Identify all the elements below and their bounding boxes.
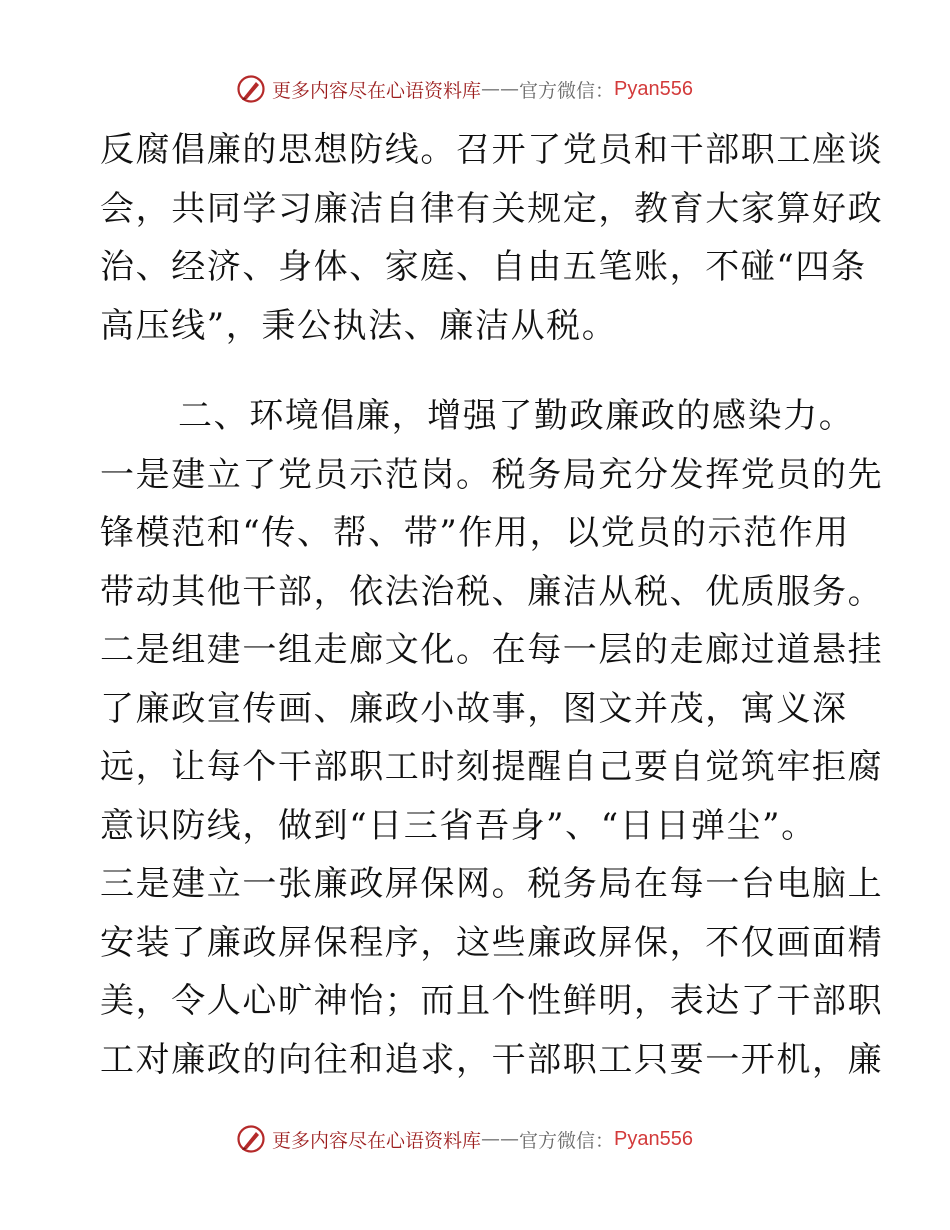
- text-line: 反腐倡廉的思想防线。召开了党员和干部职工座谈: [100, 130, 884, 170]
- watermark-id: Pyan556: [614, 77, 693, 100]
- watermark-separator: ——: [481, 1128, 520, 1150]
- text-line: 带动其他干部，依法治税、廉洁从税、优质服务。: [100, 571, 884, 612]
- text-line: 三是建立一张廉政屏保网。税务局在每一台电脑上: [100, 864, 884, 904]
- text-line: 治、经济、身体、家庭、自由五笔账，不碰“四条: [100, 247, 867, 287]
- text-line: 远，让每个干部职工时刻提醒自己要自觉筑牢拒腐: [100, 747, 884, 787]
- text-line: 锋模范和“传、帮、带”作用，以党员的示范作用: [100, 513, 850, 553]
- watermark-text: 更多内容尽在心语资料库: [272, 79, 482, 102]
- header-watermark: [236, 74, 693, 104]
- watermark-id: Pyan556: [614, 1127, 693, 1150]
- paragraph-2: [100, 446, 884, 1090]
- pen-logo-icon: [236, 1124, 266, 1154]
- text-line: 工对廉政的向往和追求，干部职工只要一开机，廉: [100, 1039, 884, 1080]
- text-line: 会，共同学习廉洁自律有关规定，教育大家算好政: [100, 188, 884, 229]
- text-line: 安装了廉政屏保程序，这些廉政屏保，不仅画面精: [100, 922, 884, 963]
- watermark-text: 更多内容尽在心语资料库: [272, 1129, 482, 1152]
- watermark-label: 官方微信：: [519, 79, 615, 102]
- text-line: 了廉政宣传画、廉政小故事，图文并茂，寓义深: [100, 688, 848, 729]
- document-body: [100, 121, 884, 1089]
- text-line: 一是建立了党员示范岗。税务局充分发挥党员的先: [100, 454, 884, 495]
- footer-watermark: [236, 1124, 693, 1154]
- watermark-separator: ——: [481, 78, 520, 100]
- text-line: 高压线”，秉公执法、廉洁从税。: [100, 305, 618, 346]
- text-line: 意识防线，做到“日三省吾身”、“日日弹尘”。: [100, 805, 817, 846]
- paragraph-1: [100, 121, 884, 355]
- section-heading: 二、环境倡廉，增强了勤政廉政的感染力。: [178, 396, 855, 436]
- text-line: 美，令人心旷神怡；而且个性鲜明，表达了干部职: [100, 981, 884, 1021]
- watermark-label: 官方微信：: [519, 1129, 615, 1152]
- pen-logo-icon: [236, 74, 266, 104]
- text-line: 二是组建一组走廊文化。在每一层的走廊过道悬挂: [100, 630, 884, 670]
